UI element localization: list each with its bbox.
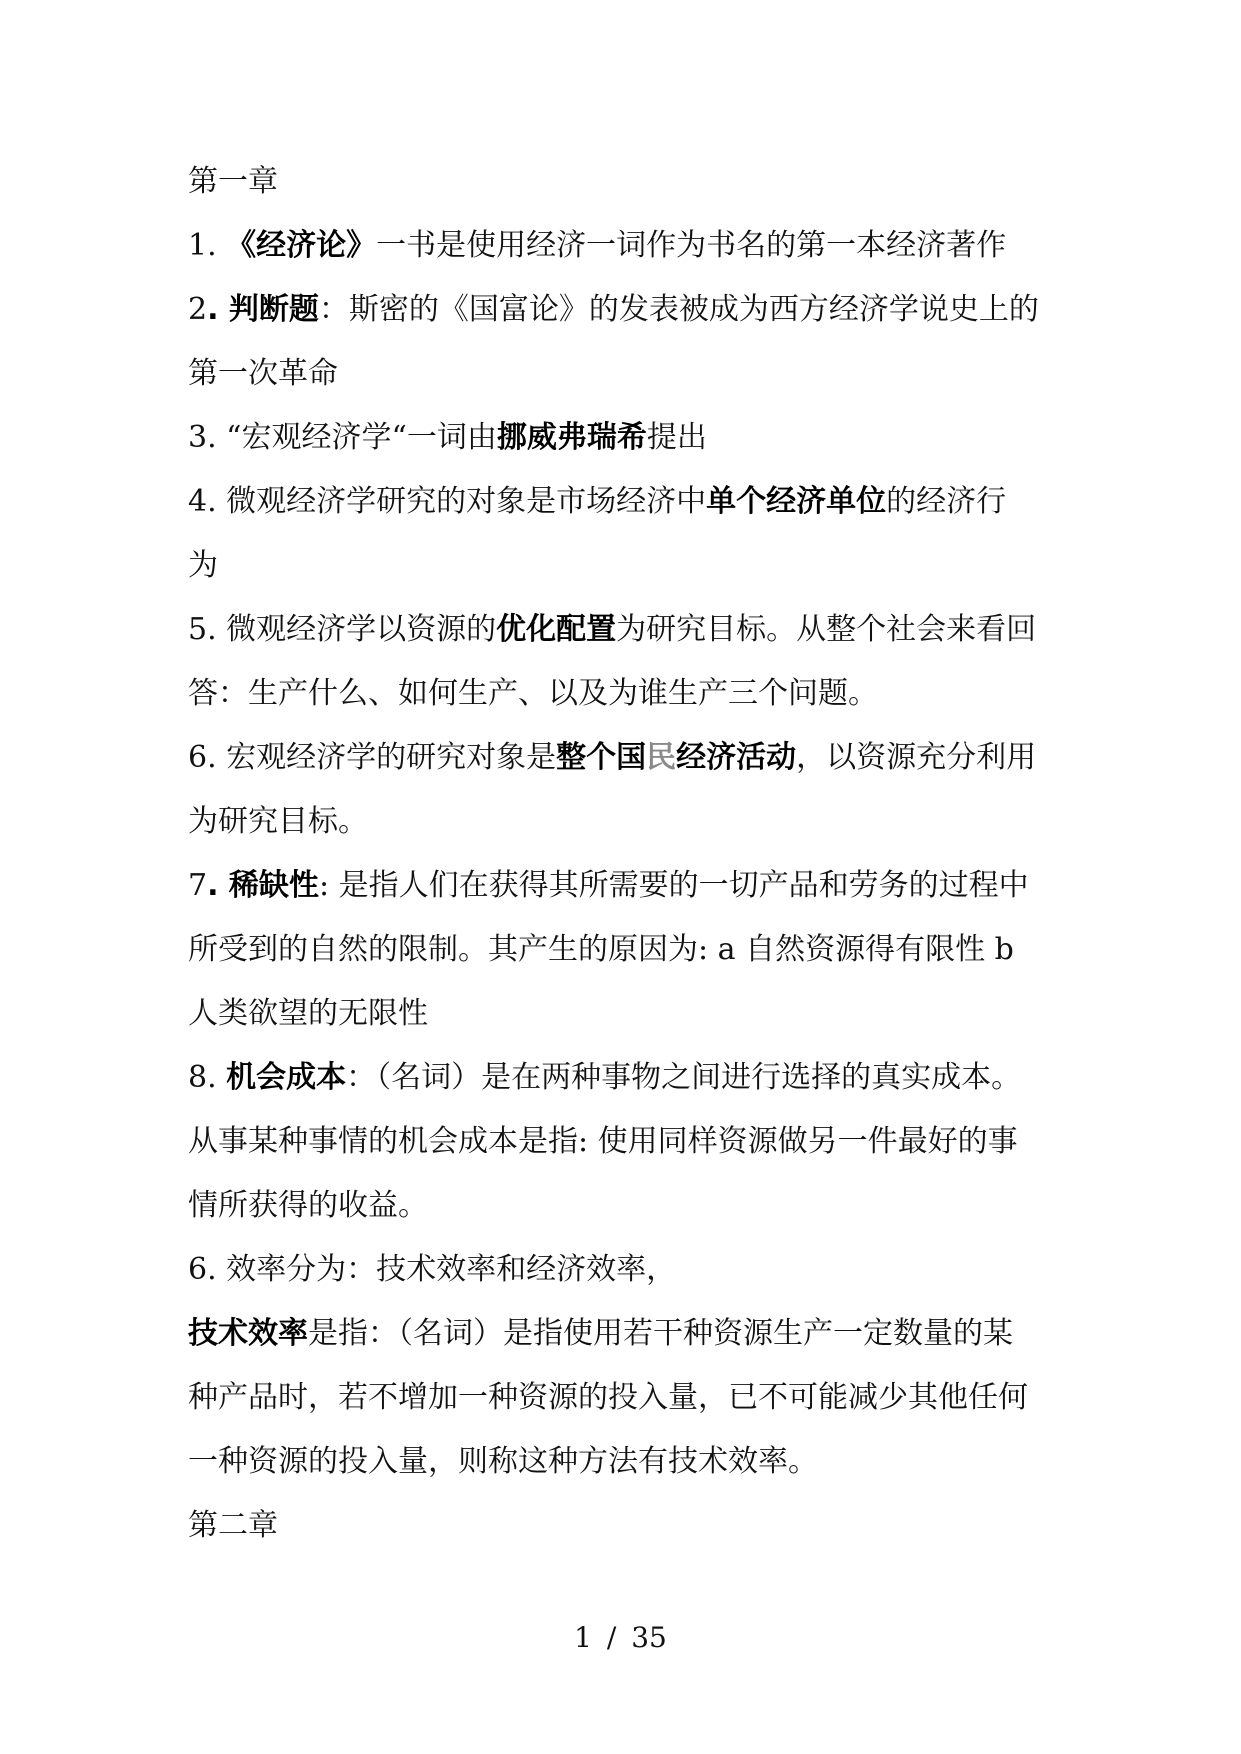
text-line — [188, 1302, 1068, 1366]
text-segment: 从事某种事情的机会成本是指: 使用同样资源做另一件最好的事 — [188, 1124, 1018, 1159]
document-body — [188, 150, 1068, 1558]
text-segment: 种产品时，若不增加一种资源的投入量，已不可能减少其他任何 — [188, 1380, 1028, 1415]
text-line — [188, 150, 1068, 214]
text-segment: 所受到的自然的限制。其产生的原因为: a 自然资源得有限性 b — [188, 932, 1014, 967]
text-line — [188, 854, 1068, 918]
text-segment: 2 — [188, 292, 208, 327]
bold-term: 《经济论》 — [226, 228, 377, 263]
bold-term: 机会成本 — [226, 1060, 347, 1095]
text-segment: 人类欲望的无限性 — [188, 996, 428, 1031]
text-segment: 6. 宏观经济学的研究对象是 — [188, 740, 557, 775]
bold-term: 经济活动 — [676, 740, 797, 775]
text-segment: 3. “宏观经济学“一词由 — [188, 420, 497, 455]
text-line — [188, 278, 1068, 342]
text-segment: 情所获得的收益。 — [188, 1188, 428, 1223]
text-segment: 第一次革命 — [188, 356, 338, 391]
text-line — [188, 406, 1068, 470]
text-segment: 1. — [188, 228, 227, 263]
text-segment: : 是指人们在获得其所需要的一切产品和劳务的过程中 — [318, 868, 1029, 903]
text-line — [188, 918, 1068, 982]
text-line — [188, 790, 1068, 854]
text-line — [188, 1494, 1068, 1558]
text-segment: 7 — [188, 868, 208, 903]
text-segment: 4. 微观经济学研究的对象是市场经济中 — [188, 484, 707, 519]
bold-term: . 稀缺性 — [207, 868, 319, 903]
text-line — [188, 1430, 1068, 1494]
text-segment: 民 — [646, 740, 677, 775]
bold-term: 挪威弗瑞希 — [496, 420, 647, 455]
text-segment: ，以资源充分利用 — [796, 740, 1037, 775]
text-segment: 答：生产什么、如何生产、以及为谁生产三个问题。 — [188, 676, 878, 711]
text-segment: 为 — [188, 548, 218, 583]
text-line — [188, 534, 1068, 598]
text-segment: 一书是使用经济一词作为书名的第一本经济著作 — [376, 228, 1007, 263]
text-line — [188, 1174, 1068, 1238]
text-line — [188, 470, 1068, 534]
text-segment: 提出 — [646, 420, 707, 455]
bold-term: 优化配置 — [496, 612, 617, 647]
text-line — [188, 1110, 1068, 1174]
text-segment: 6. 效率分为：技术效率和经济效率， — [188, 1252, 677, 1287]
text-line — [188, 342, 1068, 406]
text-line — [188, 982, 1068, 1046]
text-segment: 第二章 — [188, 1508, 278, 1543]
bold-term: 整个国 — [556, 740, 647, 775]
text-segment: 为研究目标。从整个社会来看回 — [616, 612, 1037, 647]
bold-term: . 判断题 — [207, 292, 319, 327]
text-line — [188, 1238, 1068, 1302]
page-number: 1 / 35 — [574, 1621, 667, 1654]
bold-term: 技术效率 — [188, 1316, 308, 1351]
text-line — [188, 598, 1068, 662]
bold-term: 单个经济单位 — [706, 484, 887, 519]
text-line — [188, 214, 1068, 278]
text-line — [188, 1046, 1068, 1110]
text-segment: 一种资源的投入量，则称这种方法有技术效率。 — [188, 1444, 818, 1479]
text-segment: 5. 微观经济学以资源的 — [188, 612, 497, 647]
text-segment: 的经济行 — [886, 484, 1007, 519]
text-line — [188, 1366, 1068, 1430]
text-segment: ：斯密的《国富论》的发表被成为西方经济学说史上的 — [318, 292, 1039, 327]
text-line — [188, 726, 1068, 790]
text-segment: 为研究目标。 — [188, 804, 368, 839]
text-line — [188, 662, 1068, 726]
text-segment: 是指：（名词）是指使用若干种资源生产一定数量的某 — [308, 1316, 1013, 1351]
text-segment: 第一章 — [188, 164, 278, 199]
text-segment: 8. — [188, 1060, 227, 1095]
text-segment: ：（名词）是在两种事物之间进行选择的真实成本。 — [346, 1060, 1022, 1095]
